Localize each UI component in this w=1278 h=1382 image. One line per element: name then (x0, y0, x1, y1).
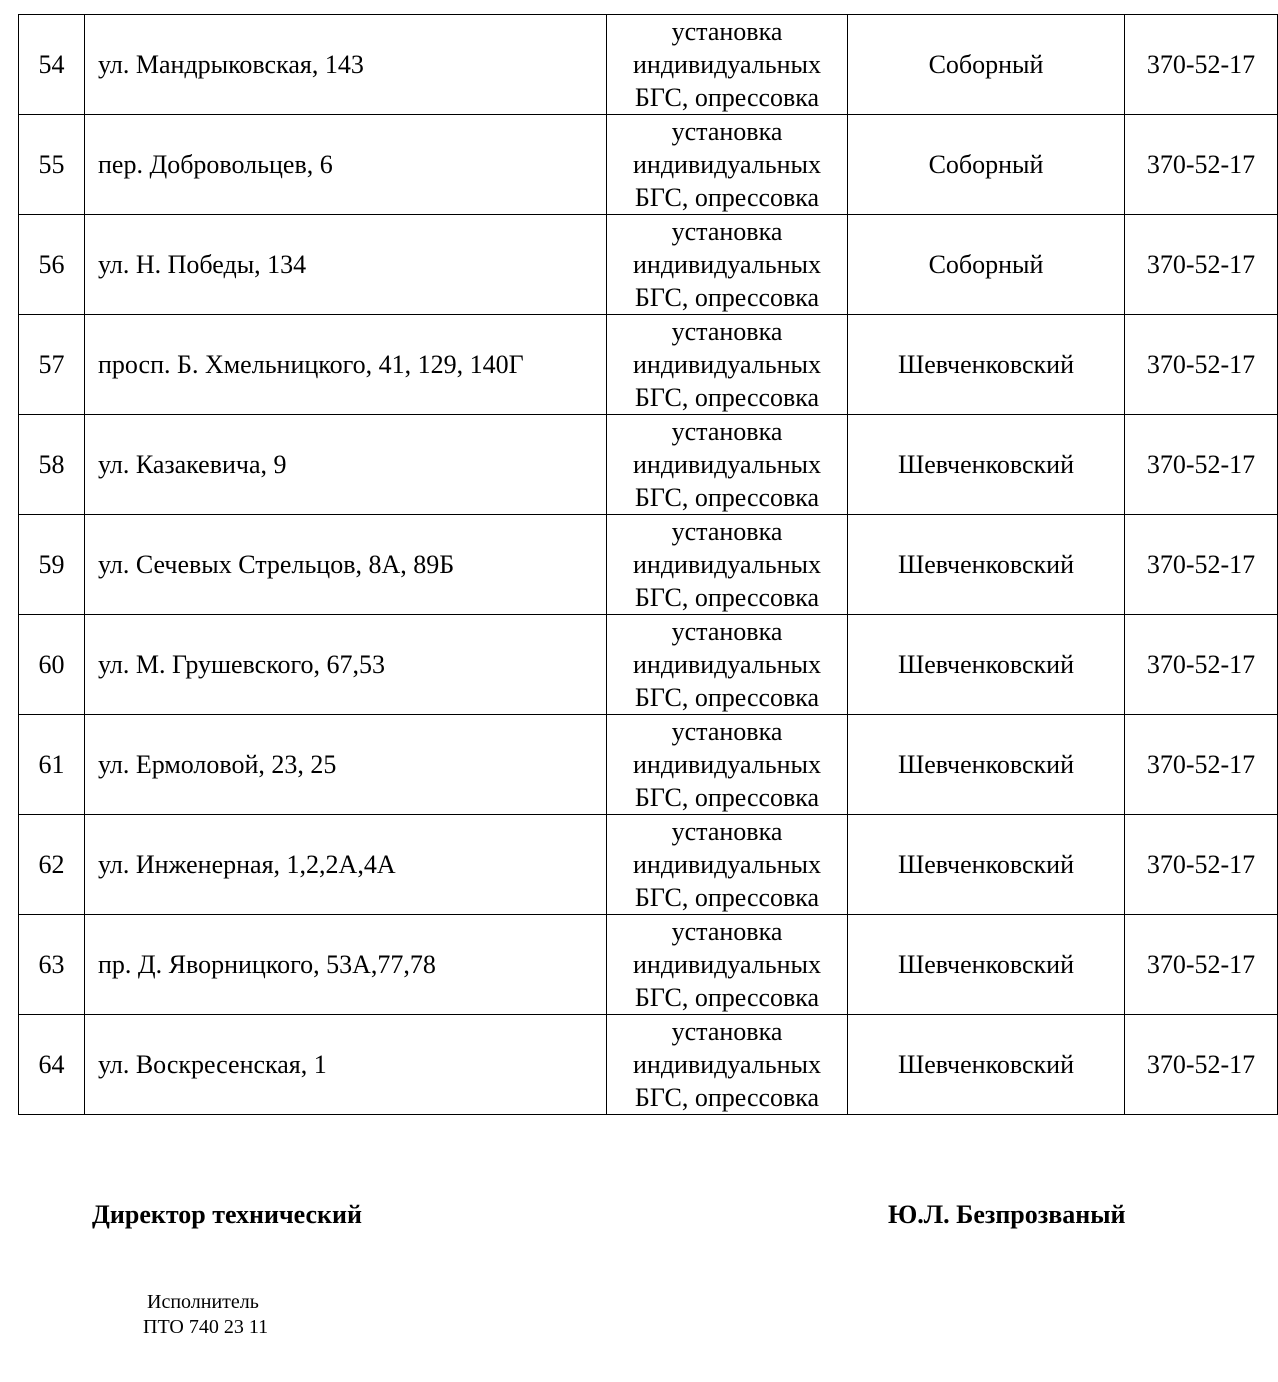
work-type-line: БГС, опрессовка (634, 583, 820, 612)
row-district: Шевченковский (848, 515, 1125, 615)
work-type-line: индивидуальных (632, 250, 822, 279)
row-phone: 370-52-17 (1125, 815, 1278, 915)
row-number: 59 (19, 515, 85, 615)
table-row (19, 15, 1278, 115)
work-type-line: установка (671, 217, 783, 246)
row-work-type (607, 215, 848, 315)
works-table-body (19, 15, 1278, 1115)
row-address: просп. Б. Хмельницкого, 41, 129, 140Г (85, 315, 607, 415)
work-type-line: БГС, опрессовка (634, 483, 820, 512)
row-work-type (607, 315, 848, 415)
row-address: пр. Д. Яворницкого, 53А,77,78 (85, 915, 607, 1015)
table-row (19, 815, 1278, 915)
row-address: ул. Мандрыковская, 143 (85, 15, 607, 115)
row-district: Соборный (848, 15, 1125, 115)
row-district: Шевченковский (848, 415, 1125, 515)
row-address: ул. Сечевых Стрельцов, 8А, 89Б (85, 515, 607, 615)
work-type-line: установка (671, 717, 783, 746)
signature-title: Директор технический (92, 1200, 362, 1229)
signature-name: Ю.Л. Безпрозваный (888, 1200, 1126, 1229)
work-type-line: индивидуальных (632, 150, 822, 179)
work-type-line: индивидуальных (632, 850, 822, 879)
row-number: 62 (19, 815, 85, 915)
row-district: Шевченковский (848, 915, 1125, 1015)
work-type-line: индивидуальных (632, 750, 822, 779)
executor-contact: ПТО 740 23 11 (143, 1316, 269, 1338)
row-phone: 370-52-17 (1125, 715, 1278, 815)
work-type-line: установка (671, 817, 783, 846)
work-type-line: индивидуальных (632, 50, 822, 79)
row-address: пер. Добровольцев, 6 (85, 115, 607, 215)
work-type-line: индивидуальных (632, 950, 822, 979)
row-phone: 370-52-17 (1125, 615, 1278, 715)
row-number: 63 (19, 915, 85, 1015)
work-type-line: установка (671, 917, 783, 946)
table-row (19, 1015, 1278, 1115)
work-type-line: установка (671, 317, 783, 346)
row-phone: 370-52-17 (1125, 15, 1278, 115)
row-district: Шевченковский (848, 715, 1125, 815)
work-type-line: установка (671, 417, 783, 446)
work-type-line: индивидуальных (632, 1050, 822, 1079)
row-district: Шевченковский (848, 1015, 1125, 1115)
work-type-line: индивидуальных (632, 450, 822, 479)
row-phone: 370-52-17 (1125, 515, 1278, 615)
table-row (19, 915, 1278, 1015)
table-row (19, 215, 1278, 315)
work-type-line: индивидуальных (632, 550, 822, 579)
row-phone: 370-52-17 (1125, 315, 1278, 415)
work-type-line: установка (671, 517, 783, 546)
work-type-line: БГС, опрессовка (634, 1083, 820, 1112)
row-address: ул. Ермоловой, 23, 25 (85, 715, 607, 815)
row-number: 57 (19, 315, 85, 415)
row-address: ул. Н. Победы, 134 (85, 215, 607, 315)
work-type-line: индивидуальных (632, 650, 822, 679)
work-type-line: установка (671, 1017, 783, 1046)
row-number: 56 (19, 215, 85, 315)
work-type-line: БГС, опрессовка (634, 83, 820, 112)
table-row (19, 415, 1278, 515)
executor-block (143, 1290, 268, 1340)
work-type-line: БГС, опрессовка (634, 283, 820, 312)
work-type-line: БГС, опрессовка (634, 183, 820, 212)
row-phone: 370-52-17 (1125, 115, 1278, 215)
row-number: 61 (19, 715, 85, 815)
work-type-line: БГС, опрессовка (634, 683, 820, 712)
works-table (18, 14, 1278, 1115)
row-phone: 370-52-17 (1125, 215, 1278, 315)
row-work-type (607, 915, 848, 1015)
table-row (19, 315, 1278, 415)
row-district: Шевченковский (848, 815, 1125, 915)
row-address: ул. Казакевича, 9 (85, 415, 607, 515)
table-row (19, 515, 1278, 615)
row-address: ул. Инженерная, 1,2,2А,4А (85, 815, 607, 915)
row-work-type (607, 1015, 848, 1115)
row-work-type (607, 515, 848, 615)
row-phone: 370-52-17 (1125, 415, 1278, 515)
table-row (19, 115, 1278, 215)
row-work-type (607, 815, 848, 915)
table-row (19, 615, 1278, 715)
row-phone: 370-52-17 (1125, 1015, 1278, 1115)
executor-label: Исполнитель (147, 1291, 259, 1313)
row-phone: 370-52-17 (1125, 915, 1278, 1015)
work-type-line: установка (671, 617, 783, 646)
row-number: 58 (19, 415, 85, 515)
work-type-line: БГС, опрессовка (634, 883, 820, 912)
row-number: 55 (19, 115, 85, 215)
row-work-type (607, 415, 848, 515)
work-type-line: БГС, опрессовка (634, 783, 820, 812)
row-district: Соборный (848, 115, 1125, 215)
row-work-type (607, 115, 848, 215)
row-district: Соборный (848, 215, 1125, 315)
row-district: Шевченковский (848, 315, 1125, 415)
row-number: 54 (19, 15, 85, 115)
row-work-type (607, 15, 848, 115)
work-type-line: БГС, опрессовка (634, 983, 820, 1012)
row-work-type (607, 615, 848, 715)
row-number: 64 (19, 1015, 85, 1115)
row-district: Шевченковский (848, 615, 1125, 715)
work-type-line: установка (671, 17, 783, 46)
row-work-type (607, 715, 848, 815)
work-type-line: установка (671, 117, 783, 146)
row-number: 60 (19, 615, 85, 715)
row-address: ул. М. Грушевского, 67,53 (85, 615, 607, 715)
row-address: ул. Воскресенская, 1 (85, 1015, 607, 1115)
table-row (19, 715, 1278, 815)
work-type-line: индивидуальных (632, 350, 822, 379)
work-type-line: БГС, опрессовка (634, 383, 820, 412)
